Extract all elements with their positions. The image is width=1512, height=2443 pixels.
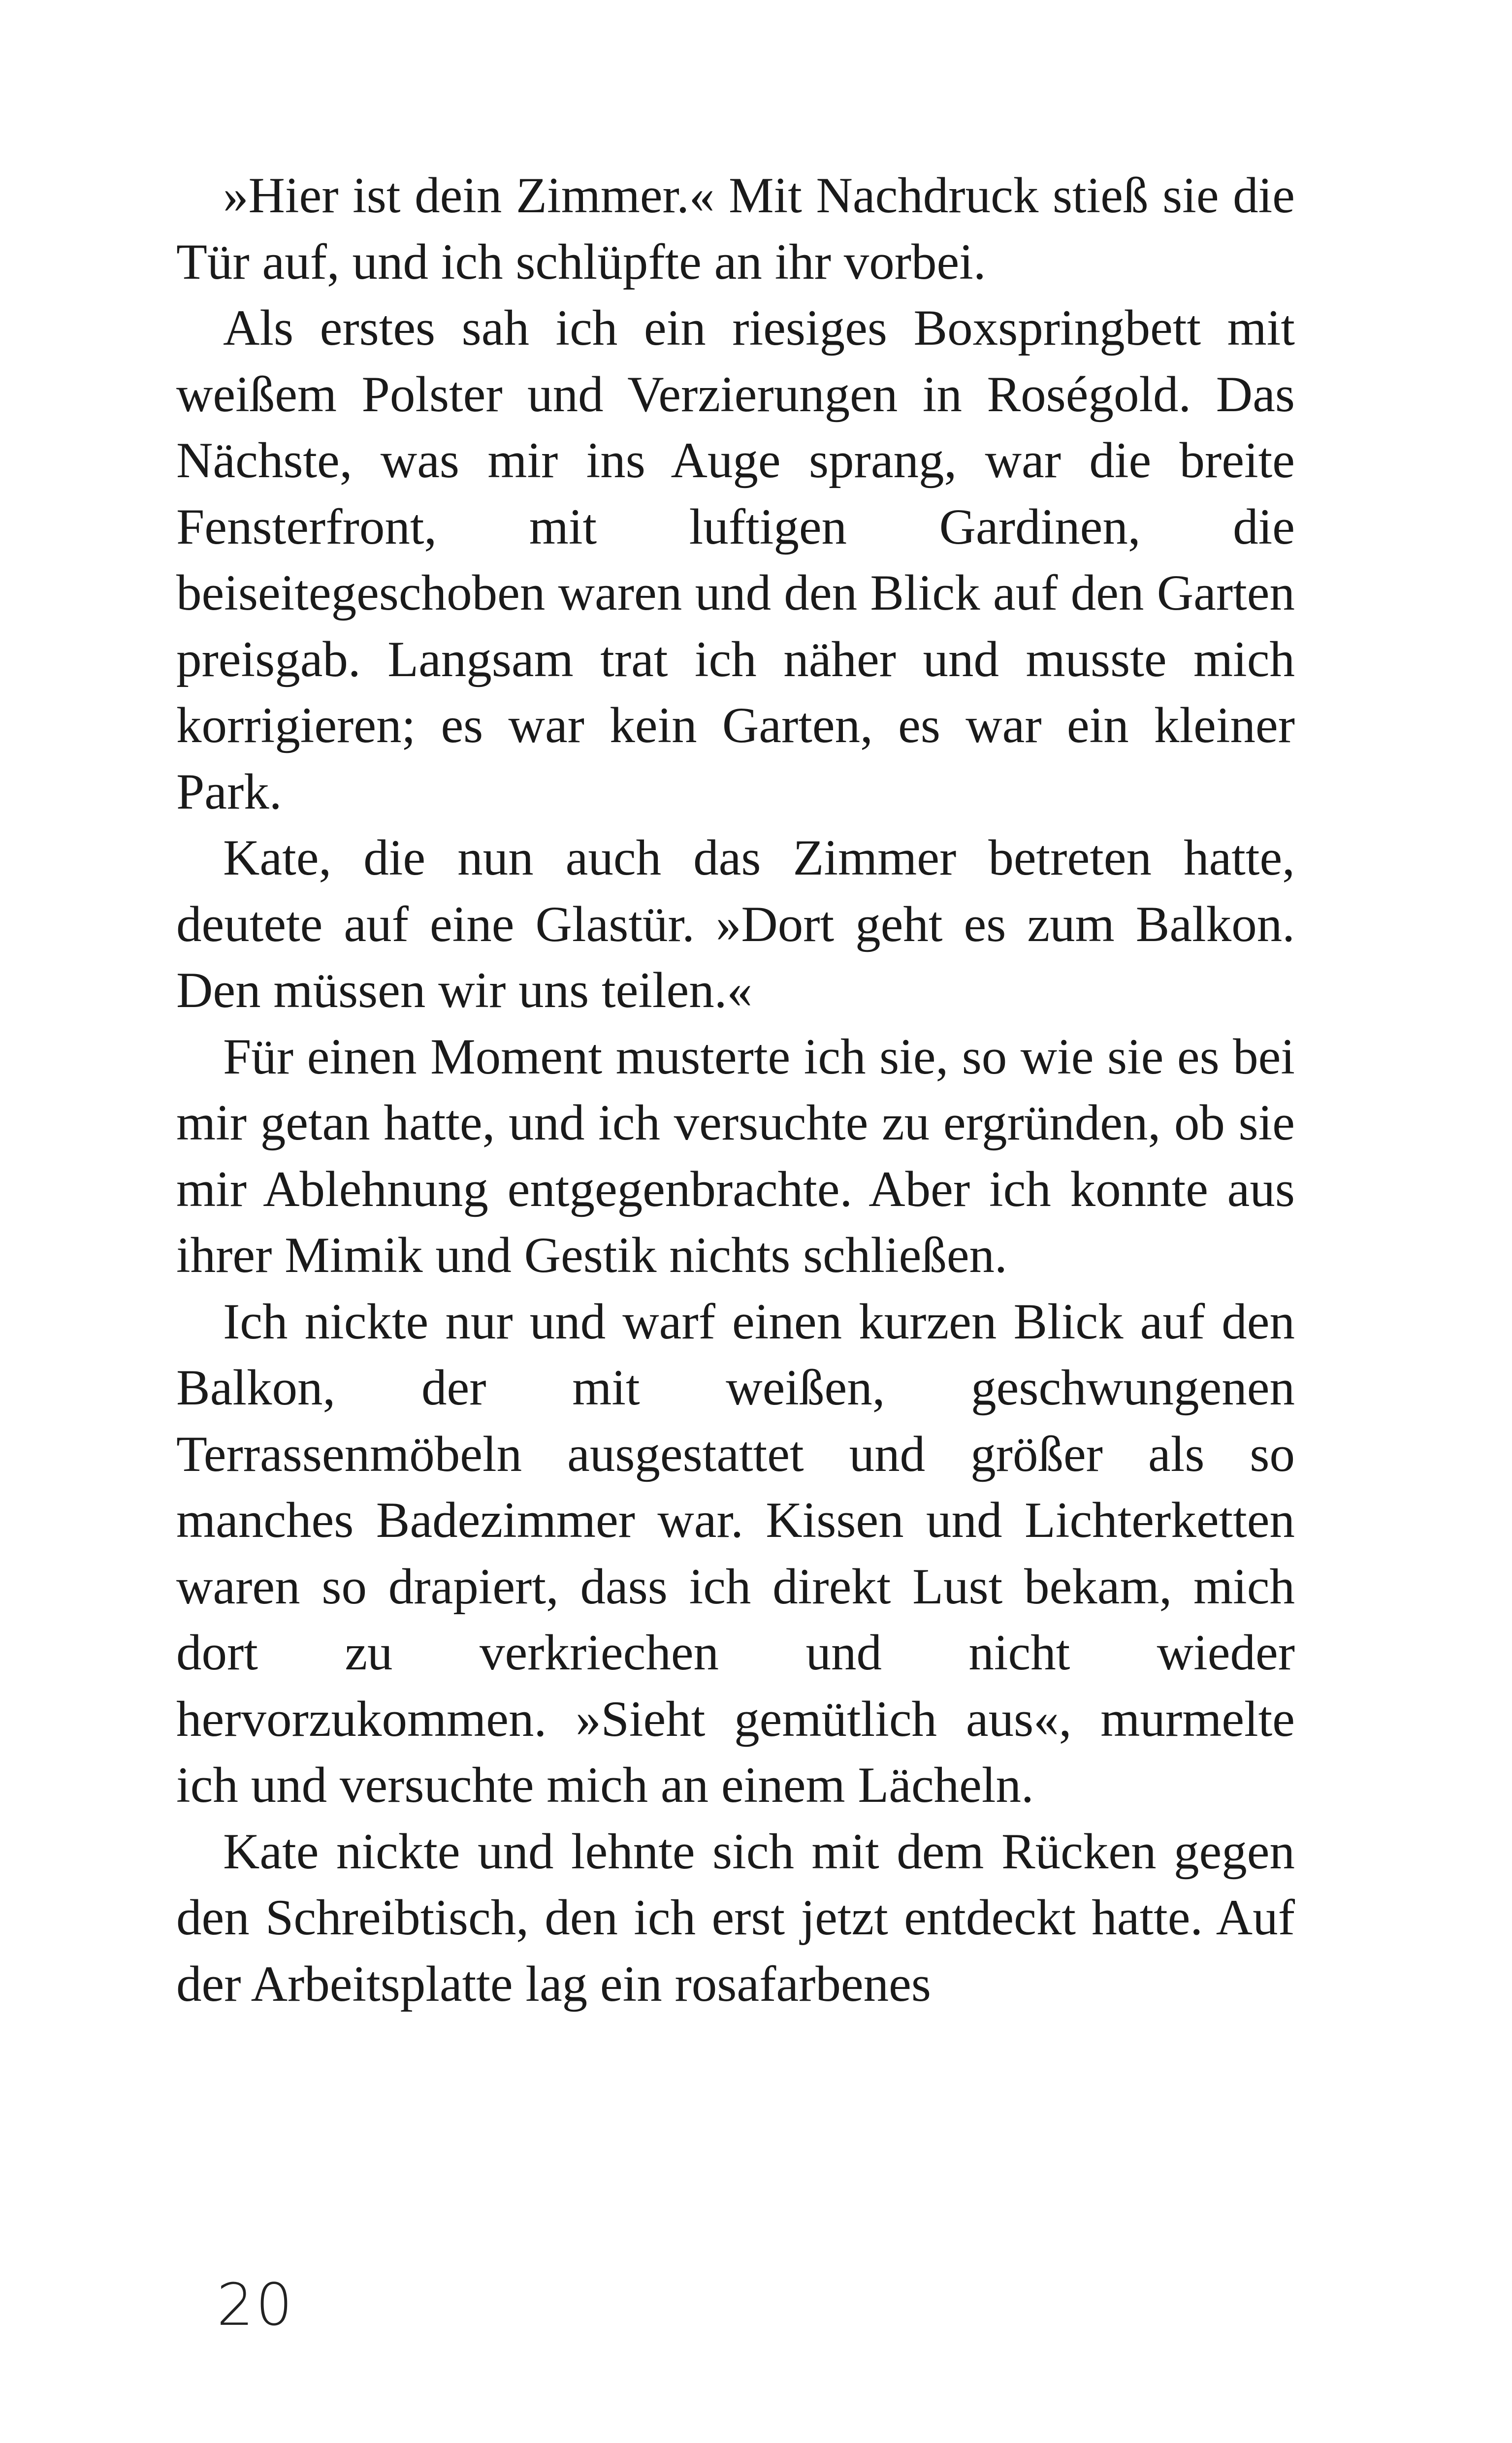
paragraph-1: »Hier ist dein Zimmer.« Mit Nachdruck stieß sie die Tür auf, und ich schlüpfte an ihr vorbei. [176,167,1295,290]
paragraph-6: Kate nickte und lehnte sich mit dem Rücken gegen den Schreibtisch, den ich erst jetzt entdeckt hatte. Auf der Arbeitsplatte lag ein rosafarbenes [176,1823,1295,2012]
paragraph-4: Für einen Moment musterte ich sie, so wie sie es bei mir getan hatte, und ich versuchte zu ergründen, ob sie mir Ablehnung entgegenbrachte. Aber ich konnte aus ihrer Mimik und Gestik nichts schließen. [176,1028,1295,1283]
paragraph-5: Ich nickte nur und warf einen kurzen Blick auf den Balkon, der mit weißen, geschwungenen Terrassenmöbeln ausgestattet und größer als so manches Badezimmer war. Kissen und Lichterketten waren so drapiert, dass ich direkt Lust bekam, mich dort zu verkriechen und nicht wieder hervorzukommen. »Sieht gemütlich aus«, murmelte ich und versuchte mich an einem Lächeln. [176,1293,1295,1813]
paragraph-3: Kate, die nun auch das Zimmer betreten hatte, deutete auf eine Glastür. »Dort geht es zum Balkon. Den müssen wir uns teilen.« [176,830,1295,1018]
body-text [176,163,1295,2017]
page-number: 20 [217,2271,295,2339]
paragraph-2: Als erstes sah ich ein riesiges Boxspringbett mit weißem Polster und Verzierungen in Roségold. Das Nächste, was mir ins Auge sprang, war die breite Fensterfront, mit luftigen Gardinen, die beiseitegeschoben waren und den Blick auf den Garten preisgab. Langsam trat ich näher und musste mich korrigieren; es war kein Garten, es war ein kleiner Park. [176,300,1295,820]
